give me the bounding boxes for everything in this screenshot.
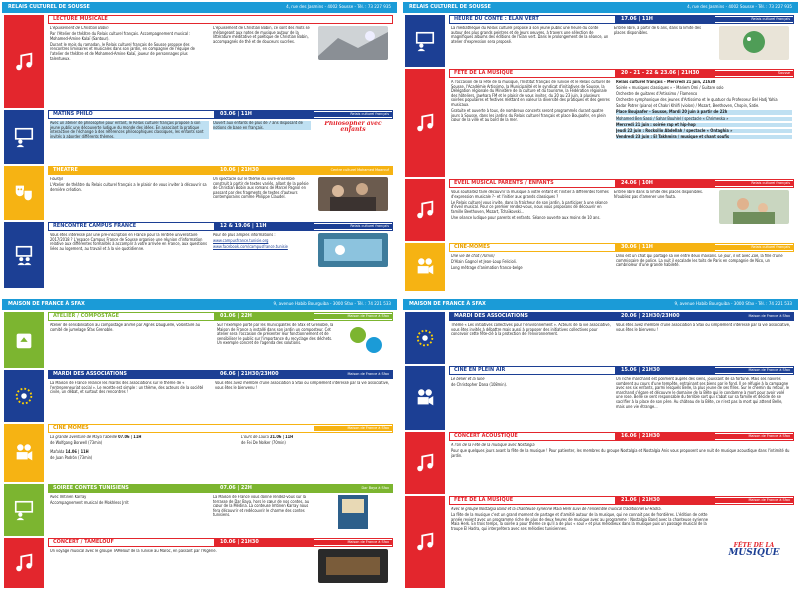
event-fete-musique-sousse (405, 69, 796, 177)
event-text: Un spectacle sur le thème du vivre-ensemble construit à partir de textes variés, allant de la poésie de Christian Bobin aux romans de Marcel Pagnol en passant par des fragments de textes d'auteurs contemporains comme Philippe Claudel. (213, 177, 309, 200)
event-venue: Relais culturel français (314, 224, 392, 228)
music-note-icon (405, 496, 445, 588)
event-title: MARDI DES ASSOCIATIONS (53, 371, 127, 378)
event-subtitle: L'épuisement de Christian Bobin (50, 26, 109, 30)
music-note-icon (405, 179, 445, 241)
music-note-icon (4, 15, 44, 108)
event-venue: Maison de France à Sfax (715, 498, 793, 502)
program-line: Relais culturel français – Mercredi 21 juin, 21h30 (616, 80, 716, 84)
teacher-icon (4, 110, 44, 164)
film-author: de Wolfgang Borwell (73min) (50, 440, 103, 446)
event-venue: Maison de France à Sfax (748, 313, 790, 319)
event-title: CONCERT ACOUSTIQUE (454, 433, 518, 440)
event-text: Un riche marchand est poliment auprès des siens, jouissant de sa fortune. Mais ses navires sombrent au cours d'une tempête, entrainant ses biens par le fond. Il se réfugie à la campagne avec ses six enfants, parmi lesquels Belle, la plus jeune de ses filles. Sur le chemin du retour, le marchand s'égare et découvre le domaine de la Bête qui le condamne à mort pour avoir volé une rose. Belle se sent responsable du terrible sort qui s'abat sur sa famille et décide de se sacrifier à la place de son père. Au château de la Bête, ce n'est pas la mort qui attend Belle, mais une vie étrange... (616, 377, 789, 409)
event-concert-acoustique (405, 432, 796, 494)
event-venue: Relais culturel français (715, 17, 793, 21)
event-venue: Relais culturel français (715, 245, 793, 249)
event-photo (318, 233, 388, 267)
event-venue: Maison de France à Sfax (715, 368, 793, 372)
event-date: 15.06 | 21H30 (615, 367, 715, 373)
event-date: 12 & 19.06 | 11H (214, 223, 314, 229)
event-text: Durant le mois du ramadan, le Relais culturel français de Sousse propose des rencontres liminaires et musicales dans son jardin, en compagnie de l'équipe de l'atelier de théâtre et de Mohamed-Amine Kalaï, joueur de personnages plus talentueux. (50, 41, 195, 61)
event-photo (318, 26, 388, 60)
panel-sfax-right (403, 299, 798, 589)
event-eveil-musical (405, 179, 796, 241)
panel-header (403, 299, 798, 310)
event-cine-plein-air (405, 366, 796, 430)
program-line: Mercredi 21 juin : soirée rap et hip-hop (616, 123, 792, 128)
event-text: À l'occasion de la Fête de la musique, l'Institut français de Tunisie et le Relais culturel de Sousse, l'Académie Artissimo, la Municipalité et le syndicat d'initiatives de Sousse, la Délégation régionale du Ministère de la culture et du tourisme, la Fédération régionale des hôteliers, Jawhara FM et le plaisir de vous inviter, du 20 au 23 juin, à plusieurs soirées populaires et festives mettant en valeur la diversité des pratiques et des genres musicaux. (451, 80, 611, 107)
program-line: Orchestre de guitares d'Artissimo / Flamenco (616, 91, 698, 97)
program-line: Mohamed Ben Sassi / Sahar Bouhlel / spectacle « Chrimeska » (616, 117, 792, 122)
program-line: Sadar Potrer (piano) et Chakri Khlifi (violon) / Mozart, Beethoven, Chopin, Satie. (616, 103, 760, 109)
event-title: CINÉ MÔMES (53, 425, 89, 432)
event-title: THÉÂTRE (53, 167, 78, 174)
event-text: Avec Imtinen Karray (50, 495, 87, 499)
eu-stars-icon (405, 312, 445, 364)
event-date: 10.06 | 21H30 (214, 539, 314, 545)
event-date: 16.06 | 21H30 (615, 433, 715, 439)
header-title: RELAIS CULTUREL DE SOUSSE (8, 4, 90, 11)
event-text: Dino est un chat qui partage sa vie entre deux maisons. Le jour, il vit avec Zoé, la fille d'une commissaire de police. La nuit il escalade les toits de Paris en compagnie de Nico, un cambrioleur d'une grande habileté. (616, 254, 783, 268)
panel-header (403, 2, 798, 13)
event-text: Accompagnement musical de Mokhless Jrrit (50, 500, 129, 506)
panel-sfax-left (2, 299, 397, 589)
event-title: CINÉ-MÔMES (454, 244, 491, 251)
event-title: ÉVEIL MUSICAL PARENTS / ENFANTS (454, 180, 554, 187)
film-title: La grande aventure de Maya l'abeille (50, 435, 117, 439)
event-mardi-associations-1 (4, 370, 395, 422)
event-date: 07.06 | 22H (220, 485, 252, 492)
fete-musique-logo: MUSIQUE (728, 547, 780, 558)
film-camera-icon (405, 366, 445, 430)
event-subtitle: Une vie de chat (70min) (451, 254, 495, 258)
film-date: 07.06 | 11H (118, 435, 142, 439)
event-venue: Maison de France à Sfax (715, 434, 793, 438)
program-line: Soirée « musiques classiques » – Mariem Omi / Guitare solo (616, 85, 724, 91)
event-subtitle: À l'ori de la Fête de la musique avec Nostalgia (451, 443, 535, 447)
event-venue: Relais culturel français (715, 181, 793, 185)
music-note-icon (4, 538, 44, 588)
film-author: de Juan Padrón (73min) (50, 454, 93, 460)
philo-logo: Philosopher avec enfants (324, 121, 382, 133)
event-venue: Maison de France à Sfax (314, 540, 392, 544)
event-text: Vous êtes avez membre d'une association à Sfax ou simplement intéressé par la vie associative, vous êtes le bienvenu ! (215, 381, 390, 390)
event-cine-momes-sfax (4, 424, 395, 482)
storyteller-icon (405, 15, 445, 67)
film-author: de Fei De Nolker (70min) (241, 440, 286, 446)
event-date: 01 & 08.06 | 21H30 (214, 16, 314, 22)
panel-header (2, 2, 397, 13)
panel-header (2, 299, 397, 310)
people-icon (4, 222, 44, 288)
event-text: D'Alain Gagnol et Jean-Loup Felicioli. (451, 259, 517, 265)
eu-stars-icon (4, 370, 44, 422)
music-note-icon (405, 69, 445, 177)
recycle-icon (4, 312, 44, 368)
event-text: Un voyage musical avec le groupe TAMelouf de la Tunisie au Maroc, en passant par l'Algérie. (50, 549, 217, 553)
header-title: MAISON DE FRANCE À SFAX (409, 301, 486, 308)
event-text: La fête de la musique c'est un grand moment de partage et d'amitié autour de la musique, qui ne connait pas de frontières. L'édition de cette année revient avec un programme riche de plus de deux heures de musique avec au programme : Nostalgia Band avec la chanteuse syrienne Maia Herk. En trois temps, la soirée a pour thème ce qu'il a de plus « soul » et plus mélodieux dans la musique puis un passage musical de la troupe El Hadra, qui interprétera avec ses mélodies tunisiennes. (451, 512, 709, 531)
event-text: Vous êtes intéressé par une pré-inscription en France pour la rentrée universitaire 2017/2018 ? L'espace Campus France de Sousse organise une réunion d'information relative aux différentes formalités à accomplir à votre arrivée en France, aux questions liées au logement, au travail et à la vie quotidienne. (50, 233, 207, 251)
event-fete-musique-sfax (405, 496, 796, 588)
event-text: Vous êtes avez membre d'une association à Sfax ou simplement intéressé par la vie associative, vous êtes le bienvenu ! (616, 323, 791, 332)
event-subtitle: Fouldjil (50, 177, 63, 181)
event-text: Avec un atelier de philosophie pour enfant, le Relais culturel français propose à son jeune public une découverte ludique du monde des idées. En associant la pratique interactive de l'échange à des références philosophiques classiques, les enfants sont invités à aborder différents thèmes. (50, 121, 209, 139)
event-cine-momes-sousse (405, 243, 796, 291)
program-line: Orchestre symphonique des jeunes d'Artissimo et le quatuor du Professeur Bel Hadj Yahia (616, 97, 778, 103)
event-text: La médiathèque du Relais culturel propose à son jeune public une heure du conte autour des plus grands peintres et de leurs oeuvres, à travers une sélection de magnifiques albums des éditions de l'Élan vert. Dans le prolongement de la séance, un atelier d'expression sera proposé. (451, 26, 609, 44)
event-title: FÊTE DE LA MUSIQUE (454, 497, 514, 504)
book-cover (338, 495, 368, 529)
event-photo (719, 26, 789, 60)
header-address: 9, avenue Habib Bourguiba - 3000 Sfax - Tél. : 74 221 533 (674, 301, 792, 307)
event-photo (318, 177, 388, 211)
event-mardi-associations-2 (405, 312, 796, 364)
event-title: LECTURE MUSICALE (53, 16, 108, 23)
program-line: Jeudi 22 juin : Rocksilio Abdellah / spectacle « Ontaghia » (616, 129, 792, 134)
event-heure-du-conte (405, 15, 796, 67)
event-venue: Centre culturel Mohamed Maarouf (330, 167, 389, 173)
event-tamelouf (4, 538, 395, 588)
program-line: Place Boujaafer – Sousse, Mardi 20 juin à partir de 22h (616, 110, 792, 115)
event-soiree-contes (4, 484, 395, 536)
event-text: Le Relais culturel vous invite, dans la fraîcheur de son jardin, à participer à une séance d'éveil musical. Pour ce premier rendez-vous, nous vous proposons de découvrir en famille Beethoven, Mozart, Tchaïkovski... (451, 199, 608, 214)
event-date: 17.06 | 11H (615, 16, 715, 22)
event-date: 21.06 | 21H30 (615, 497, 715, 503)
event-date: 20.06 | 21H30/23H00 (621, 313, 680, 320)
header-address: 9, avenue Habib Bourguiba - 3000 Sfax - Tél. : 74 221 533 (273, 301, 391, 307)
event-photo (719, 190, 789, 224)
header-address: 4, rue des Jasmins - 4002 Sousse - Tél. : 73 227 935 (687, 4, 792, 10)
event-text: Pour de plus amples informations : (213, 233, 276, 237)
panel-sousse-left (2, 2, 397, 292)
fete-musique-logo: FÊTE DE LA (733, 541, 775, 549)
film-title: Mafalda (50, 448, 65, 454)
event-venue: Maison de France à Sfax (314, 426, 392, 430)
event-text: Une séance ludique pour parents et enfants. Séance ouverte aux moins de 10 ans. (451, 214, 601, 220)
event-date: 01.06 | 22H (214, 313, 314, 319)
program-line: Vendredi 23 juin : El Takhmira / musique et chant soufis (616, 135, 792, 140)
event-venue: Maison de France à Sfax (314, 314, 392, 318)
event-title: SOIRÉE CONTES TUNISIENS (53, 485, 129, 492)
event-title: HEURE DU CONTE : ÉLAN VERT (454, 16, 539, 23)
event-text: Atelier de sensibilisation au compostage animé par Agnès Dauguelle, volontaire au comité de jumelage Sfax Grenoble. (50, 323, 200, 332)
event-theatre (4, 166, 395, 220)
event-subtitle: Le bélier et la lune (451, 377, 485, 381)
theatre-masks-icon (4, 166, 44, 220)
panel-sousse-right (403, 2, 798, 292)
jumelage-logo (346, 323, 386, 357)
event-date: 30.06 | 11H (615, 244, 715, 250)
storyteller-icon (4, 484, 44, 536)
event-text: La Maison de France relance les mardis des associations sur le thème de « l'entrepreneuriat social ». Le recette est simple : un thème, des acteurs de la société civile, un débat, et surtout des rencontres ! (50, 381, 204, 395)
event-title: RENCONTRE CAMPUS FRANCE (53, 223, 137, 230)
event-text: Par l'Atelier de théâtre du Relais culturel français. Accompagnement musical : Mohamed-Amine Kalaï (Santour). (50, 31, 191, 41)
header-title: MAISON DE FRANCE À SFAX (8, 301, 85, 308)
event-title: MARDI DES ASSOCIATIONS (454, 313, 528, 320)
event-campus-france (4, 222, 395, 288)
film-date: 14.06 | 11H (65, 448, 89, 454)
website-link[interactable]: www.campusfrance.tunisie.org (213, 238, 269, 244)
event-venue: Relais culturel français (314, 17, 392, 21)
film-title: L'ours de Laura (241, 435, 269, 439)
event-title: CONCERT / TAMELOUF (53, 539, 114, 546)
event-matins-philo (4, 110, 395, 164)
event-text: L'épuisement de Christian Bobin, ce sont des mots se mélangeant aux notes de musique autour de la littérature méditative et poétique de Christian Bobin, accompagnés de thé et de douceurs sucrées. (213, 26, 310, 44)
event-text: Long métrage d'animation franco-belge (451, 265, 523, 271)
event-date: 10.06 | 21H30 (220, 167, 259, 174)
event-title: ATELIER / COMPOSTAGE (53, 313, 119, 320)
event-text: Sur l'exemple porté par les municipalités de Sfax et Grenoble, la Maison de France a installé dans son jardin un composteur. Cet atelier sera l'occasion de présenter leur fonctionnement et de sensibiliser le public sur l'importance du recyclage des déchets. Un exemple concret de l'agenda des solutions. (217, 323, 334, 346)
event-subtitle: Avec le groupe Nostalgia Band et la chanteuse syrienne Maia Herk suivi de l'ensemble musical traditionnel El-Hadra. (451, 507, 662, 511)
event-text: Entrée libre dans la limite des places disponibles. N'oubliez pas d'amener une fouta. (614, 190, 704, 199)
event-title: FÊTE DE LA MUSIQUE (454, 70, 514, 77)
event-venue: Dar Baya à Sfax (361, 485, 389, 491)
event-text: Thème « Les initiatives collectives pour l'environnement ». Acteurs de la vie associative, vous êtes invités à débattre mais aussi à proposer des initiatives collectives pour concevoir cette fête-clé à la protection de l'environnement. (451, 323, 611, 337)
film-camera-icon (4, 424, 44, 482)
film-camera-icon (405, 243, 445, 291)
event-photo (318, 549, 388, 583)
header-address: 4, rue des Jasmins - 4002 Sousse - Tél. : 73 227 935 (286, 4, 391, 10)
event-date: 24.06 | 10H (615, 180, 715, 186)
event-text: Gratuite et ouverte à tous, de nombreux concerts seront programmés durant quatre jours à Sousse, dans les jardins du Relais culturel français et place Boujaafer, en plein cœur de la ville et au bord de la mer. (451, 108, 606, 123)
event-text: Entrée libre, à partir de 6 ans, dans la limite des places disponibles. (614, 26, 701, 35)
header-title: RELAIS CULTUREL DE SOUSSE (409, 4, 491, 11)
event-text: Pour que quelques jours avant la fête de la musique ! Pour patienter, les membres du groupe Nostalgia et Nostalgia Anis vous proposent une nuit de musique acoustique dans l'intimité du jardin. (451, 448, 790, 458)
event-venue: Relais culturel français (314, 112, 392, 116)
event-text: Ouvert aux enfants de plus de 7 ans disposant de notions de base en français. (213, 121, 311, 130)
event-compostage (4, 312, 395, 368)
event-title: MATINS PHILO (53, 111, 93, 118)
event-text: de Christopher Dana (108min). (451, 382, 508, 388)
event-title: CINÉ EN PLEIN AIR (454, 367, 506, 374)
event-text: Vous souhaitez faire découvrir la musique à votre enfant et l'initier à différentes formes d'expression musicale ?– et l'initier aux grands classiques ? (451, 190, 609, 199)
event-date: 06.06 | 21H30/23H00 (220, 371, 279, 378)
event-lecture-musicale (4, 15, 395, 108)
event-text: L'Atelier de théâtre du Relais culturel français a le plaisir de vous inviter à découvrir sa dernière création. (50, 182, 207, 192)
event-venue: Sousse (715, 71, 793, 75)
event-date: 03.06 | 11H (214, 111, 314, 117)
music-note-icon (405, 432, 445, 494)
event-date: 20 - 21 - 22 & 23.06 | 21H30 (615, 70, 715, 76)
event-venue: Maison de France à Sfax (347, 371, 389, 377)
facebook-link[interactable]: www.facebook.com/campusfrance.tunisie (213, 244, 288, 250)
event-text: La Maison de France vous donne rendez-vous sur la terrasse de Dar Baya, hors le cœur de nos contes, au cœur de la Médina. La conteuse Imtinen Karray nous fera découvrir et redécouvrir le charme des contes tunisiens. (213, 495, 310, 518)
film-date: 21.06 | 11H (269, 435, 294, 439)
